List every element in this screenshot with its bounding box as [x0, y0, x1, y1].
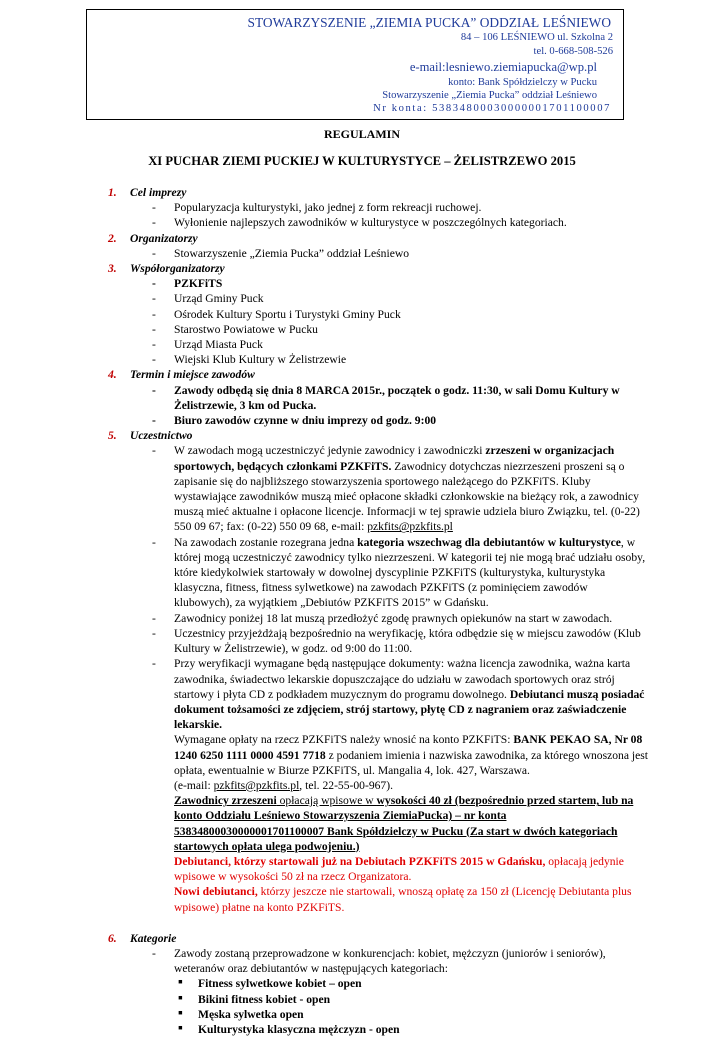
section-date-place [108, 367, 648, 428]
section-title: Kategorie [130, 931, 177, 945]
section-number: 5. [108, 429, 117, 443]
text-run: , w której mogą uczestniczyć zawodnicy tylko niezrzeszeni. W kategorii tej nie mogą brać udziału osoby, które kiedykolwiek startowały w dowolnej dyscyplinie PZKFiTS (kulturystyka, kulturystyka klasyczna, fitness, fitness sylwetkowe) na zawodach PZKFiTS (z pominięciem zawodów klubowych), za wyjątkiem „Debiutów PZKFiTS 2015” w Gdańsku. [174, 535, 646, 610]
text-run: , tel. 22-55-00-967). [299, 778, 393, 792]
document-title: REGULAMIN [323, 127, 400, 141]
section-number: 2. [108, 231, 117, 245]
list-item: - Stowarzyszenie „Ziemia Pucka” oddział Leśniewo [174, 246, 648, 261]
section-list [130, 946, 648, 1037]
text-run-bold: BANK PEKAO SA, Nr 08 1240 6250 1111 0000 4591 7718 [174, 733, 643, 762]
section-title: Organizatorzy [130, 231, 198, 245]
section-list [130, 276, 648, 367]
org-bank: konto: Bank Spółdzielczy w Pucku [448, 77, 597, 88]
fees-debutants-paragraph [174, 854, 648, 884]
text-run: Przy weryfikacji wymagane będą następujące dokumenty: ważna licencja zawodnika, ważna karta zawodnika, świadectwo lekarskie dopuszczające do udziału w zawodach sportowych oraz strój startowy i płyta CD z podkładem muzycznym do programu dowolnego. [174, 657, 631, 701]
section-title: Współorganizatorzy [130, 262, 225, 276]
list-item: - Popularyzacja kulturystyki, jako jednej z form rekreacji ruchowej. [174, 200, 648, 215]
section-participation [108, 428, 648, 915]
list-item [174, 656, 648, 732]
section-title: Cel imprezy [130, 186, 187, 199]
org-email: e-mail:lesniewo.ziemiapucka@wp.pl [409, 60, 597, 74]
section-list [130, 443, 648, 732]
section-number: 1. [108, 186, 117, 199]
text-run: Zawody zostaną przeprowadzone w konkurencjach: kobiet, mężczyzn (juniorów i seniorów), weteranów oraz debiutantów w następujących kategoriach: [174, 946, 606, 976]
fees-members-paragraph [174, 793, 648, 854]
org-address: 84 – 106 LEŚNIEWO ul. Szkolna 2 [460, 32, 613, 43]
spacer [108, 915, 648, 931]
section-list [130, 383, 648, 429]
list-item [174, 443, 648, 534]
section-number: 4. [108, 368, 117, 382]
category-item: ▪ Fitness sylwetkowe kobiet – open [198, 976, 648, 991]
regulation-body [108, 185, 648, 1037]
list-item: - Urząd Gminy Puck [174, 291, 648, 306]
section-title: Uczestnictwo [130, 429, 193, 443]
text-run-underline: opłacają wpisowe w [276, 794, 377, 808]
org-bank-holder: Stowarzyszenie „Ziemia Pucka” oddział Leśniewo [382, 90, 597, 101]
section-list [130, 200, 648, 230]
section-title: Termin i miejsce zawodów [130, 368, 255, 382]
email-link[interactable]: pzkfits@pzkfits.pl [367, 520, 453, 534]
letterhead [86, 9, 624, 120]
category-list [174, 976, 648, 1037]
list-item [174, 946, 648, 1037]
text-run: (e-mail: [174, 778, 214, 792]
fees-paragraph [174, 732, 648, 793]
list-item: - Ośrodek Kultury Sportu i Turystyki Gminy Puck [174, 307, 648, 322]
text-run-bold-underline: wysokości 40 zł (bezpośrednio przed startem, lub na konto Oddziału Leśniewo Stowarzyszenia ZiemiaPucka) – nr konta 53834800030000001701100007 Bank Spółdzielczy w Pucku (Za start w dwóch kategoriach startowych opłata ulega podwojeniu.) [174, 794, 634, 853]
section-coorganizers [108, 261, 648, 367]
text-run: Wymagane opłaty na rzecz PZKFiTS należy wnosić na konto PZKFiTS: [174, 733, 514, 747]
org-account-number: Nr konta: 53834800030000001701100007 [373, 103, 611, 114]
text-run: Na zawodach zostanie rozegrana jedna [174, 535, 358, 549]
list-item: - Wyłonienie najlepszych zawodników w kulturystyce w poszczególnych kategoriach. [174, 215, 648, 230]
text-run: którzy jeszcze nie startowali, wnoszą opłatę za 150 zł (Licencję Debiutanta plus wpisowe) płatne na konto PZKFiTS. [174, 885, 632, 914]
list-item: - PZKFiTS [174, 276, 648, 291]
section-categories [108, 931, 648, 1037]
list-item [174, 535, 648, 611]
category-item: ▪ Bikini fitness kobiet - open [198, 992, 648, 1007]
section-number: 6. [108, 931, 117, 945]
text-run: W zawodach mogą uczestniczyć jedynie zawodnicy i zawodniczki [174, 444, 486, 458]
section-list [130, 246, 648, 261]
text-run: z podaniem imienia i nazwiska zawodnika, za którego wnoszona jest opłata, ewentualnie w Biurze PZKFiTS, ul. Mangalia 4, lok. 427, Warszawa. [174, 748, 648, 777]
section-organizers [108, 231, 648, 261]
list-item: - Urząd Miasta Puck [174, 337, 648, 352]
text-run: Zawodnicy dotychczas niezrzeszeni proszeni są o zapisanie się do najbliższego stowarzyszenia sportowego należącego do PZKFiTS. Kluby wystawiające zawodników muszą mieć opłacone składki członkowskie na bieżący rok, a zawodnicy muszą mieć aktualne i opłacone licencje. Informacji w tej sprawie udziela biuro Związku, tel. (0-22) 550 09 67; fax: (0-22) 550 09 68, e-mail: [174, 459, 640, 534]
fees-block [130, 732, 648, 914]
category-item: ▪ Kulturystyka klasyczna mężczyzn - open [198, 1022, 648, 1037]
list-item: - Wiejski Klub Kultury w Żelistrzewie [174, 352, 648, 367]
text-run-bold: Debiutanci muszą posiadać dokument tożsamości ze zdjęciem, strój startowy, płytę CD z nagraniem oraz zaświadczenie lekarskie. [174, 687, 645, 732]
text-run-bold: Debiutanci, którzy startowali już na Debiutach PZKFiTS 2015 w Gdańsku, [174, 854, 546, 868]
list-item: - Zawody odbędą się dnia 8 MARCA 2015r., początek o godz. 11:30, w sali Domu Kultury w Żelistrzewie, 3 km od Pucka. [174, 383, 648, 413]
document-subtitle: XI PUCHAR ZIEMI PUCKIEJ W KULTURYSTYCE – ŻELISTRZEWO 2015 [148, 154, 576, 168]
category-item: ▪ Męska sylwetka open [198, 1007, 648, 1022]
text-run: opłacają jedynie wpisowe w wysokości 50 zł na rzecz Organizatora. [174, 854, 624, 884]
org-phone: tel. 0-668-508-526 [533, 46, 613, 57]
text-run-bold: zrzeszeni w organizacjach sportowych, będących członkami PZKFiTS. [174, 444, 615, 473]
text-run-bold: kategoria wszechwag dla debiutantów w kulturystyce [357, 535, 621, 549]
list-item: - Biuro zawodów czynne w dniu imprezy od godz. 9:00 [174, 413, 648, 428]
fees-new-debutants-paragraph [174, 884, 648, 914]
text-run-bold: Nowi debiutanci, [174, 885, 258, 899]
list-item: - Uczestnicy przyjeżdżają bezpośrednio na weryfikację, która odbędzie się w miejscu zawodów (Klub Kultury w Żelistrzewie), w godz. od 9:00 do 11:00. [174, 626, 648, 656]
section-number: 3. [108, 262, 117, 276]
org-name: STOWARZYSZENIE „ZIEMIA PUCKA” ODDZIAŁ LEŚNIEWO [247, 15, 611, 30]
text-run-bold-underline: Zawodnicy zrzeszeni [174, 794, 277, 808]
list-item: - Zawodnicy poniżej 18 lat muszą przedłożyć zgodę prawnych opiekunów na start w zawodach. [174, 611, 648, 626]
list-item: - Starostwo Powiatowe w Pucku [174, 322, 648, 337]
email-link[interactable]: pzkfits@pzkfits.pl [213, 778, 300, 792]
section-goal [108, 185, 648, 231]
